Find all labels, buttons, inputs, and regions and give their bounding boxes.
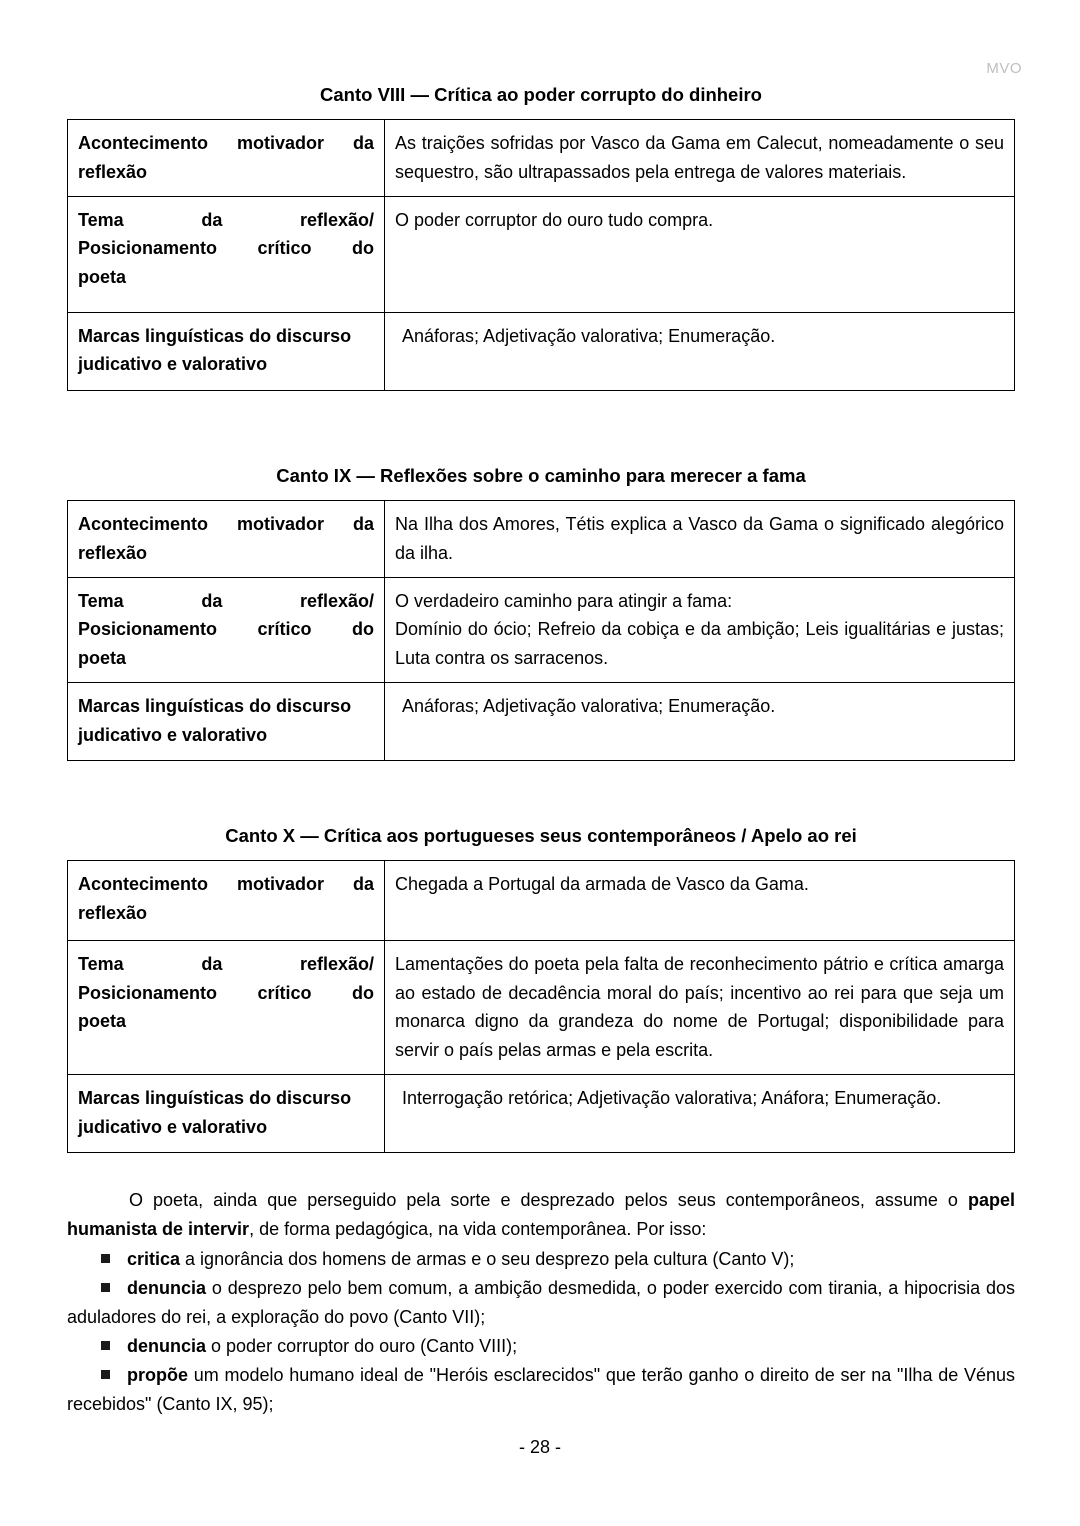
- row-value: Interrogação retórica; Adjetivação valorativa; Anáfora; Enumeração.: [385, 1075, 1015, 1153]
- list-item-text: [127, 1336, 517, 1356]
- label-line: Acontecimento motivador da: [78, 514, 374, 535]
- square-bullet-icon: [101, 1370, 110, 1379]
- label-line: reflexão: [78, 542, 148, 563]
- label-line: Posicionamento crítico do: [78, 619, 374, 640]
- table-row: [68, 313, 1015, 391]
- label-line: judicativo e valorativo: [78, 1116, 268, 1137]
- table-row: [68, 578, 1015, 683]
- label-line: Acontecimento motivador da: [78, 133, 374, 154]
- row-value: O poder corruptor do ouro tudo compra.: [385, 197, 1015, 313]
- page-footer: [0, 1437, 1080, 1458]
- list-item-lead: propõe: [127, 1365, 188, 1386]
- label-line: Posicionamento crítico do: [78, 238, 374, 259]
- list-item-rest: a ignorância dos homens de armas e o seu desprezo pela cultura (Canto V);: [180, 1248, 795, 1269]
- closing-paragraph-part-1: O poeta, ainda que perseguido pela sorte e desprezado pelos seus contemporâneos, assume o: [129, 1190, 968, 1211]
- label-line: Posicionamento crítico do: [78, 982, 374, 1003]
- watermark-label: MVO: [986, 60, 1022, 77]
- label-line: Tema da reflexão/: [78, 210, 374, 230]
- row-label-linguistic-marks: [68, 1075, 385, 1153]
- list-item-rest: um modelo humano ideal de "Heróis esclarecidos" que terão ganho o direito de ser na "Ilha de Vénus recebidos" (Canto IX, 95);: [67, 1365, 1015, 1415]
- table-row: [68, 941, 1015, 1075]
- row-label-linguistic-marks: [68, 683, 385, 761]
- label-line: poeta: [78, 266, 127, 287]
- label-line: poeta: [78, 1011, 127, 1032]
- row-label-motivating-event: [68, 861, 385, 941]
- closing-paragraph-bold: papel humanista de intervir: [67, 1190, 1015, 1240]
- label-line: reflexão: [78, 902, 148, 923]
- list-item-lead: critica: [127, 1248, 181, 1269]
- row-value: Anáforas; Adjetivação valorativa; Enumeração.: [385, 683, 1015, 761]
- label-line: judicativo e valorativo: [78, 724, 268, 745]
- row-value-line: Domínio do ócio; Refreio da cobiça e da ambição; Leis igualitárias e justas; Luta contra os sarracenos.: [395, 619, 1004, 668]
- closing-paragraph-part-2: , de forma pedagógica, na vida contemporânea. Por isso:: [249, 1219, 707, 1240]
- closing-bullet-list: [67, 1245, 1015, 1420]
- label-line: poeta: [78, 647, 127, 668]
- square-bullet-icon: [101, 1283, 110, 1292]
- list-item: [67, 1245, 1015, 1274]
- row-label-linguistic-marks: [68, 313, 385, 391]
- row-value: Anáforas; Adjetivação valorativa; Enumeração.: [385, 313, 1015, 391]
- table-row: [68, 197, 1015, 313]
- section-title-canto-ix: Canto IX — Reflexões sobre o caminho para merecer a fama: [276, 465, 806, 486]
- row-label-motivating-event: [68, 120, 385, 197]
- row-value: [385, 578, 1015, 683]
- canto-x-table: [67, 860, 1015, 1153]
- label-line: Acontecimento motivador da: [78, 874, 374, 895]
- row-label-motivating-event: [68, 501, 385, 578]
- closing-paragraph: [67, 1186, 1015, 1244]
- square-bullet-icon: [101, 1341, 110, 1350]
- list-item-text: [67, 1365, 1015, 1414]
- label-line: judicativo e valorativo: [78, 354, 268, 375]
- row-value: Lamentações do poeta pela falta de reconhecimento pátrio e crítica amarga ao estado de decadência moral do país; incentivo ao rei para que seja um monarca digno da grandeza do nome de Portugal; disponibilidade para servir o país pelas armas e pela escrita.: [385, 941, 1015, 1075]
- row-value: As traições sofridas por Vasco da Gama em Calecut, nomeadamente o seu sequestro, são ultrapassados pela entrega de valores materiais.: [385, 120, 1015, 197]
- page-number: - 28 -: [518, 1437, 561, 1457]
- canto-viii-table: [67, 119, 1015, 391]
- label-line: reflexão: [78, 161, 148, 182]
- row-value: Chegada a Portugal da armada de Vasco da Gama.: [385, 861, 1015, 941]
- table-row: [68, 861, 1015, 941]
- list-item: [67, 1274, 1015, 1332]
- canto-ix-table: [67, 500, 1015, 761]
- list-item-rest: o poder corruptor do ouro (Canto VIII);: [206, 1335, 518, 1356]
- label-line: Tema da reflexão/: [78, 591, 374, 611]
- table-row: [68, 683, 1015, 761]
- list-item-lead: denuncia: [127, 1277, 207, 1298]
- label-line: Tema da reflexão/: [78, 954, 374, 975]
- list-item: [67, 1332, 1015, 1361]
- list-item-rest: o desprezo pelo bem comum, a ambição desmedida, o poder exercido com tirania, a hipocrisia dos aduladores do rei, a exploração do povo (Canto VII);: [67, 1277, 1015, 1327]
- label-line: Marcas linguísticas do discurso: [78, 1088, 352, 1109]
- row-label-theme-position: [68, 578, 385, 683]
- document-content: [67, 0, 1015, 1419]
- row-label-theme-position: [68, 941, 385, 1075]
- row-label-theme-position: [68, 197, 385, 313]
- square-bullet-icon: [101, 1254, 110, 1263]
- table-row: [68, 501, 1015, 578]
- list-item: [67, 1361, 1015, 1419]
- row-value: Na Ilha dos Amores, Tétis explica a Vasco da Gama o significado alegórico da ilha.: [385, 501, 1015, 578]
- list-item-lead: denuncia: [127, 1335, 207, 1356]
- list-item-text: [67, 1278, 1015, 1327]
- list-item-text: [127, 1249, 794, 1269]
- table-row: [68, 1075, 1015, 1153]
- section-title-canto-x: Canto X — Crítica aos portugueses seus contemporâneos / Apelo ao rei: [225, 825, 857, 847]
- row-value-line: O verdadeiro caminho para atingir a fama:: [395, 591, 733, 611]
- table-row: [68, 120, 1015, 197]
- label-line: Marcas linguísticas do discurso: [78, 326, 352, 346]
- section-title-canto-viii: Canto VIII — Crítica ao poder corrupto do dinheiro: [320, 84, 762, 105]
- label-line: Marcas linguísticas do discurso: [78, 696, 352, 717]
